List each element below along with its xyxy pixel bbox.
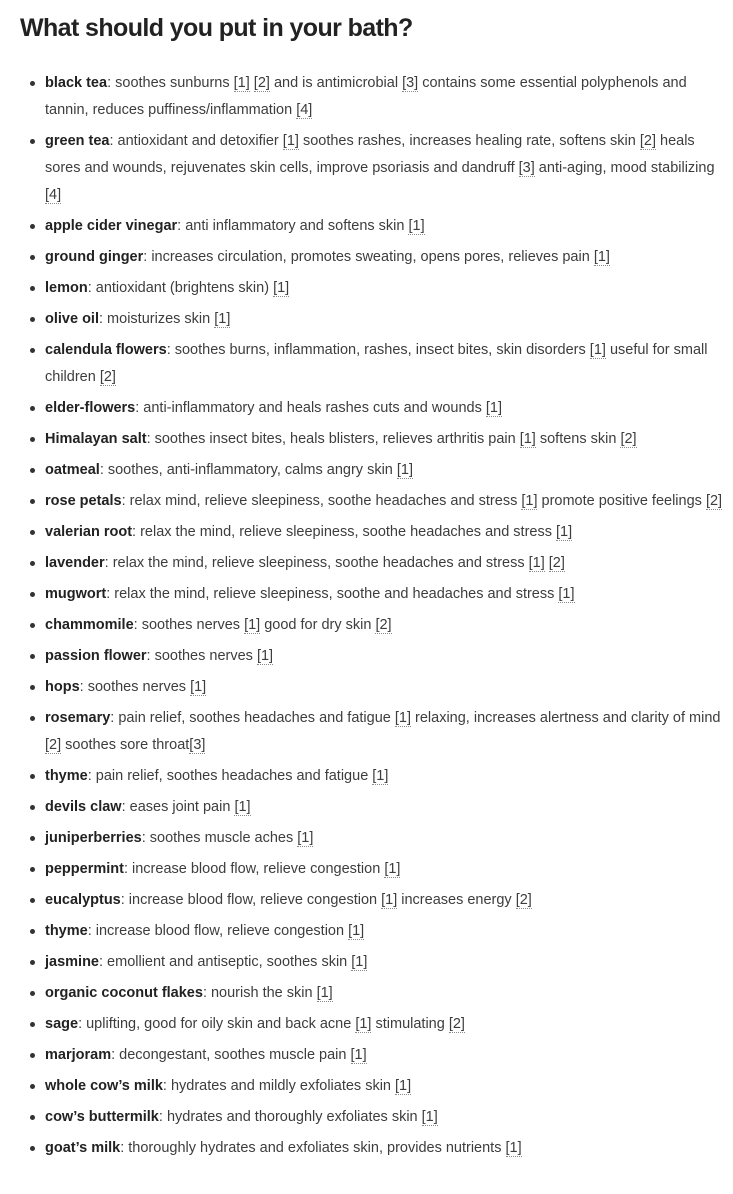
ingredient-name: elder-flowers (45, 400, 136, 416)
ingredient-name: oatmeal (45, 462, 100, 478)
ingredient-name: lemon (45, 280, 88, 296)
ingredient-description: : soothes nerves (79, 679, 191, 695)
ingredient-description: : relax the mind, relieve sleepiness, soothe headaches and stress (132, 524, 556, 540)
list-item (20, 457, 723, 484)
ingredient-description: : nourish the skin (202, 985, 317, 1001)
list-item (20, 1104, 723, 1131)
list-item (20, 306, 723, 333)
reference-link[interactable]: [2] (45, 737, 62, 753)
reference-link[interactable]: [3] (518, 160, 535, 176)
list-item (20, 980, 723, 1007)
reference-link[interactable]: [1] (589, 342, 606, 358)
reference-link[interactable]: [1] (519, 431, 536, 447)
list-item (20, 705, 723, 759)
ingredient-name: thyme (45, 923, 88, 939)
reference-link[interactable]: [1] (316, 985, 333, 1001)
reference-link[interactable]: [1] (256, 648, 274, 664)
ingredient-description: : relax the mind, relieve sleepiness, soothe headaches and stress (104, 555, 529, 571)
ingredient-description: soothes sore throat (61, 737, 190, 753)
list-item (20, 519, 723, 546)
list-item (20, 612, 723, 639)
ingredient-name: passion flower (45, 648, 147, 664)
ingredient-name: green tea (45, 133, 110, 149)
ingredient-description: : hydrates and thoroughly exfoliates skin (158, 1109, 422, 1125)
list-item (20, 763, 723, 790)
reference-link[interactable]: [1] (485, 400, 502, 416)
reference-link[interactable]: [1] (528, 555, 545, 571)
ingredient-name: goat’s milk (45, 1140, 121, 1156)
ingredient-name: ground ginger (45, 249, 144, 265)
list-item (20, 213, 723, 240)
ingredient-name: peppermint (45, 861, 124, 877)
reference-link[interactable]: [3] (402, 75, 419, 91)
reference-link[interactable]: [1] (350, 1047, 367, 1063)
ingredient-description: : soothes burns, inflammation, rashes, insect bites, skin disorders (166, 342, 590, 358)
ingredient-description: : pain relief, soothes headaches and fatigue (87, 768, 373, 784)
reference-link[interactable]: [1] (384, 861, 401, 877)
ingredient-list (20, 70, 723, 1162)
reference-link[interactable]: [2] (548, 555, 565, 571)
ingredient-name: sage (45, 1016, 79, 1032)
reference-link[interactable]: [1] (381, 892, 398, 908)
ingredient-description: : eases joint pain (121, 799, 235, 815)
ingredient-description: anti-aging, mood stabilizing (534, 160, 715, 176)
ingredient-name: black tea (45, 75, 108, 91)
list-item (20, 794, 723, 821)
ingredient-name: rosemary (45, 710, 111, 726)
list-item (20, 1135, 723, 1162)
ingredient-description: : relax the mind, relieve sleepiness, soothe and headaches and stress (106, 586, 559, 602)
reference-link[interactable]: [1] (244, 617, 261, 633)
reference-link[interactable]: [1] (558, 586, 575, 602)
ingredient-description: : hydrates and mildly exfoliates skin (162, 1078, 396, 1094)
ingredient-description: : anti-inflammatory and heals rashes cuts and wounds (135, 400, 486, 416)
ingredient-description: : antioxidant (brightens skin) (87, 280, 274, 296)
ingredient-description: : emollient and antiseptic, soothes skin (99, 954, 352, 970)
list-item (20, 275, 723, 302)
ingredient-description: : increase blood flow, relieve congestion (87, 923, 349, 939)
reference-link[interactable]: [2] (253, 75, 270, 91)
reference-link[interactable]: [4] (296, 102, 313, 118)
ingredient-description: and is antimicrobial (269, 75, 403, 91)
ingredient-name: chammomile (45, 617, 134, 633)
ingredient-description: : antioxidant and detoxifier (109, 133, 283, 149)
reference-link[interactable]: [1] (355, 1016, 372, 1032)
list-item (20, 825, 723, 852)
ingredient-name: devils claw (45, 799, 122, 815)
ingredient-description: : soothes nerves (146, 648, 257, 664)
ingredient-description: : anti inflammatory and softens skin (177, 218, 409, 234)
reference-link[interactable]: [4] (45, 187, 62, 203)
reference-link[interactable]: [1] (396, 462, 414, 478)
list-item (20, 244, 723, 271)
reference-link[interactable]: [2] (515, 892, 532, 908)
reference-link[interactable]: [1] (505, 1140, 522, 1156)
ingredient-name: valerian root (45, 524, 133, 540)
ingredient-name: lavender (45, 555, 105, 571)
list-item (20, 643, 723, 670)
ingredient-name: cow’s buttermilk (45, 1109, 159, 1125)
ingredient-description: : pain relief, soothes headaches and fatigue (110, 710, 395, 726)
ingredient-name: mugwort (45, 586, 107, 602)
list-item (20, 550, 723, 577)
reference-link[interactable]: [1] (348, 923, 365, 939)
ingredient-description: : relax mind, relieve sleepiness, soothe headaches and stress (121, 493, 522, 509)
ingredient-name: rose petals (45, 493, 122, 509)
list-item (20, 674, 723, 701)
list-item (20, 856, 723, 883)
list-item (20, 887, 723, 914)
ingredient-name: olive oil (45, 311, 99, 327)
ingredient-description: : soothes nerves (133, 617, 245, 633)
list-item (20, 1073, 723, 1100)
reference-link[interactable]: [1] (214, 311, 231, 327)
ingredient-description: : soothes, anti-inflammatory, calms angry skin (99, 462, 397, 478)
reference-link[interactable]: [2] (448, 1016, 465, 1032)
ingredient-name: juniperberries (45, 830, 142, 846)
ingredient-description: : soothes sunburns (107, 75, 234, 91)
ingredient-name: Himalayan salt (45, 431, 147, 447)
reference-link[interactable]: [2] (99, 369, 116, 385)
ingredient-description: promote positive feelings (537, 493, 706, 509)
ingredient-name: eucalyptus (45, 892, 121, 908)
reference-link[interactable]: [1] (234, 799, 251, 815)
reference-link[interactable]: [2] (375, 617, 392, 633)
ingredient-description: : soothes insect bites, heals blisters, relieves arthritis pain (146, 431, 520, 447)
list-item (20, 395, 723, 422)
reference-link[interactable]: [1] (282, 133, 299, 149)
list-item (20, 949, 723, 976)
reference-link[interactable]: [1] (233, 75, 250, 91)
reference-link[interactable]: [1] (190, 679, 207, 695)
ingredient-description: : increase blood flow, relieve congestion (120, 892, 382, 908)
list-item (20, 1042, 723, 1069)
ingredient-name: marjoram (45, 1047, 112, 1063)
ingredient-name: apple cider vinegar (45, 218, 178, 234)
reference-link[interactable]: [2] (620, 431, 637, 447)
ingredient-description: : decongestant, soothes muscle pain (111, 1047, 351, 1063)
ingredient-description: : increase blood flow, relieve congestion (123, 861, 385, 877)
list-item (20, 128, 723, 209)
ingredient-description: heals sores and wounds, rejuvenates skin cells, improve psoriasis and dandruff (45, 133, 695, 176)
list-item (20, 918, 723, 945)
list-item (20, 581, 723, 608)
ingredient-description: useful for small children (45, 342, 708, 385)
ingredient-description: softens skin (535, 431, 621, 447)
ingredient-description: : moisturizes skin (99, 311, 215, 327)
reference-link[interactable]: [1] (521, 493, 538, 509)
ingredient-name: hops (45, 679, 80, 695)
ingredient-description: : increases circulation, promotes sweating, opens pores, relieves pain (143, 249, 594, 265)
ingredient-description: soothes rashes, increases healing rate, softens skin (298, 133, 640, 149)
list-item (20, 1011, 723, 1038)
list-item (20, 488, 723, 515)
reference-link[interactable]: [2] (639, 133, 656, 149)
reference-link[interactable]: [1] (421, 1109, 438, 1125)
reference-link[interactable]: [1] (593, 249, 610, 265)
reference-link[interactable]: [1] (556, 524, 573, 540)
ingredient-description: : soothes muscle aches (141, 830, 298, 846)
reference-link[interactable]: [1] (394, 710, 411, 726)
ingredient-name: organic coconut flakes (45, 985, 203, 1001)
reference-link[interactable]: [1] (273, 280, 290, 296)
ingredient-name: thyme (45, 768, 88, 784)
ingredient-description: contains some essential polyphenols and tannin, reduces puffiness/inflammation (45, 75, 687, 118)
ingredient-description: increases energy (397, 892, 516, 908)
ingredient-name: calendula flowers (45, 342, 167, 358)
reference-link[interactable]: [1] (408, 218, 425, 234)
reference-link[interactable]: [3] (189, 737, 206, 753)
ingredient-description: stimulating (371, 1016, 449, 1032)
list-item (20, 70, 723, 124)
reference-link[interactable]: [2] (705, 493, 723, 509)
ingredient-description: : thoroughly hydrates and exfoliates skin, provides nutrients (120, 1140, 506, 1156)
reference-link[interactable]: [1] (351, 954, 368, 970)
ingredient-name: jasmine (45, 954, 99, 970)
ingredient-description: : uplifting, good for oily skin and back acne (78, 1016, 356, 1032)
page-title: What should you put in your bath? (20, 14, 413, 42)
list-item (20, 426, 723, 453)
list-item (20, 337, 723, 391)
reference-link[interactable]: [1] (297, 830, 314, 846)
reference-link[interactable]: [1] (372, 768, 389, 784)
ingredient-description: good for dry skin (260, 617, 376, 633)
ingredient-name: whole cow’s milk (45, 1078, 163, 1094)
ingredient-description: relaxing, increases alertness and clarity of mind (410, 710, 721, 726)
reference-link[interactable]: [1] (395, 1078, 412, 1094)
